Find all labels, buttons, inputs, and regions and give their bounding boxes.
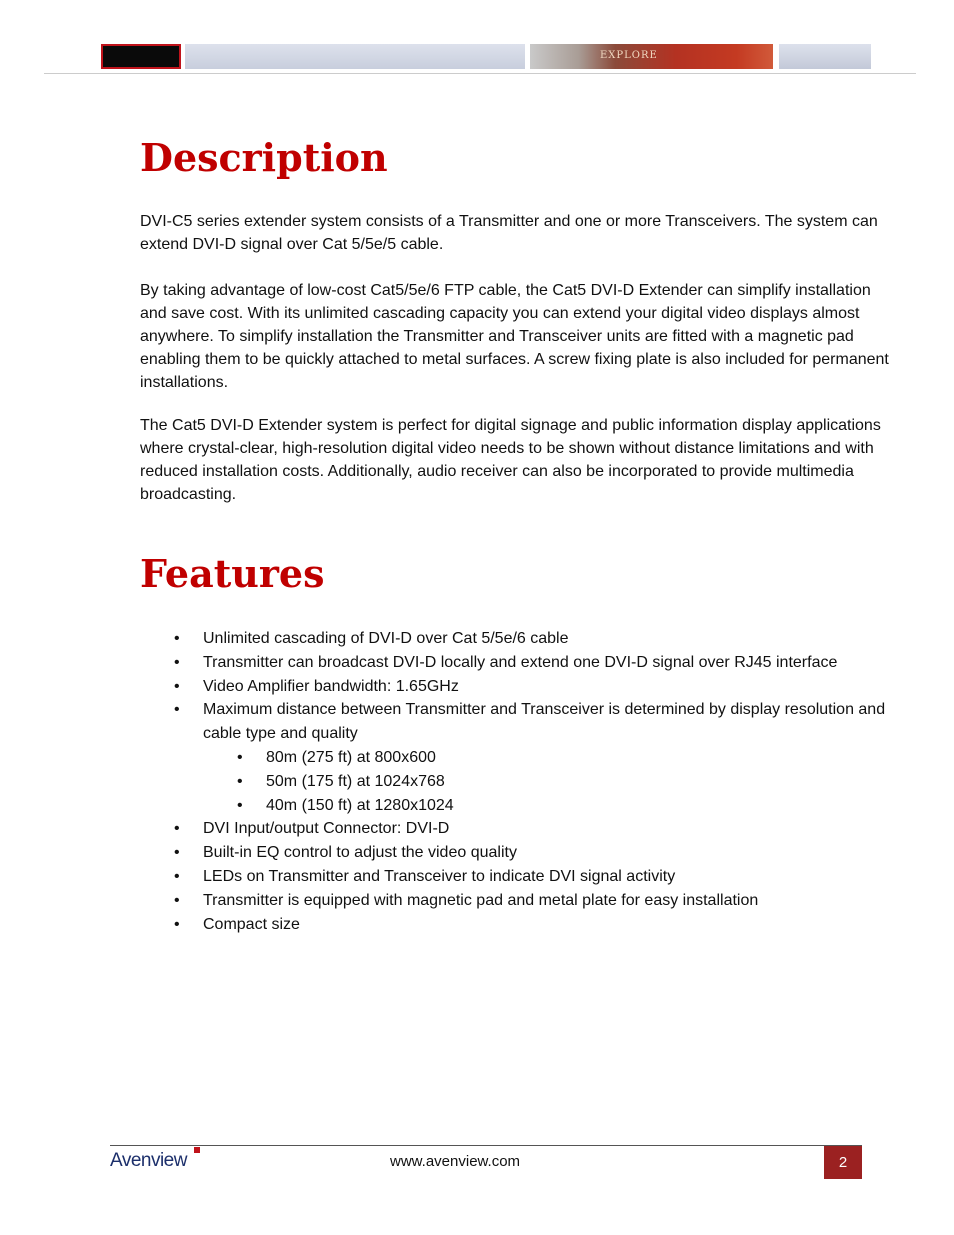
- feature-sub-item: • 80m (275 ft) at 800x600: [140, 746, 900, 770]
- footer-url: www.avenview.com: [390, 1153, 521, 1170]
- page-number: 2: [824, 1146, 862, 1179]
- header-light-bar: [779, 44, 871, 69]
- features-heading: Features: [140, 551, 325, 596]
- features-list: [140, 627, 900, 936]
- header-gray-bar: [185, 44, 525, 69]
- description-heading: Description: [140, 135, 388, 180]
- feature-item: • Transmitter is equipped with magnetic pad and metal plate for easy installation: [140, 889, 900, 913]
- feature-sub-item: • 50m (175 ft) at 1024x768: [140, 770, 900, 794]
- feature-item: • Built-in EQ control to adjust the video quality: [140, 841, 900, 865]
- feature-item: • Compact size: [140, 913, 900, 937]
- header-dark-block: [101, 44, 181, 69]
- description-paragraph-2: By taking advantage of low-cost Cat5/5e/6 FTP cable, the Cat5 DVI-D Extender can simplify installation and save cost. With its unlimited cascading capacity you can extend your digital video displays almost anywhere. To simplify installation the Transmitter and Transceiver units are fitted with a magnetic pad enabling them to be quickly attached to metal surfaces. A screw fixing plate is also included for permanent installations.: [140, 282, 889, 391]
- feature-item: • DVI Input/output Connector: DVI-D: [140, 817, 900, 841]
- feature-item: • Maximum distance between Transmitter and Transceiver is determined by display resolution and cable type and quality: [140, 698, 900, 746]
- header-explore-text: EXPLORE: [600, 50, 658, 61]
- description-paragraph-1: DVI-C5 series extender system consists of a Transmitter and one or more Transceivers. The system can extend DVI-D signal over Cat 5/5e/5 cable.: [140, 213, 878, 253]
- feature-item: • Transmitter can broadcast DVI-D locally and extend one DVI-D signal over RJ45 interface: [140, 651, 900, 675]
- feature-item: • Video Amplifier bandwidth: 1.65GHz: [140, 675, 900, 699]
- feature-item: • LEDs on Transmitter and Transceiver to indicate DVI signal activity: [140, 865, 900, 889]
- avenview-logo: Avenview: [110, 1150, 187, 1171]
- logo-mark-icon: [194, 1147, 200, 1153]
- header-divider: [44, 73, 916, 74]
- header-explore-banner: [530, 44, 773, 69]
- feature-sub-item: • 40m (150 ft) at 1280x1024: [140, 794, 900, 818]
- feature-item: • Unlimited cascading of DVI-D over Cat 5/5e/6 cable: [140, 627, 900, 651]
- footer-divider: [110, 1145, 862, 1146]
- description-paragraph-3: The Cat5 DVI-D Extender system is perfect for digital signage and public information display applications where crystal-clear, high-resolution digital video needs to be shown without distance limitations and with reduced installation costs. Additionally, audio receiver can also be incorporated to provide multimedia broadcasting.: [140, 417, 881, 503]
